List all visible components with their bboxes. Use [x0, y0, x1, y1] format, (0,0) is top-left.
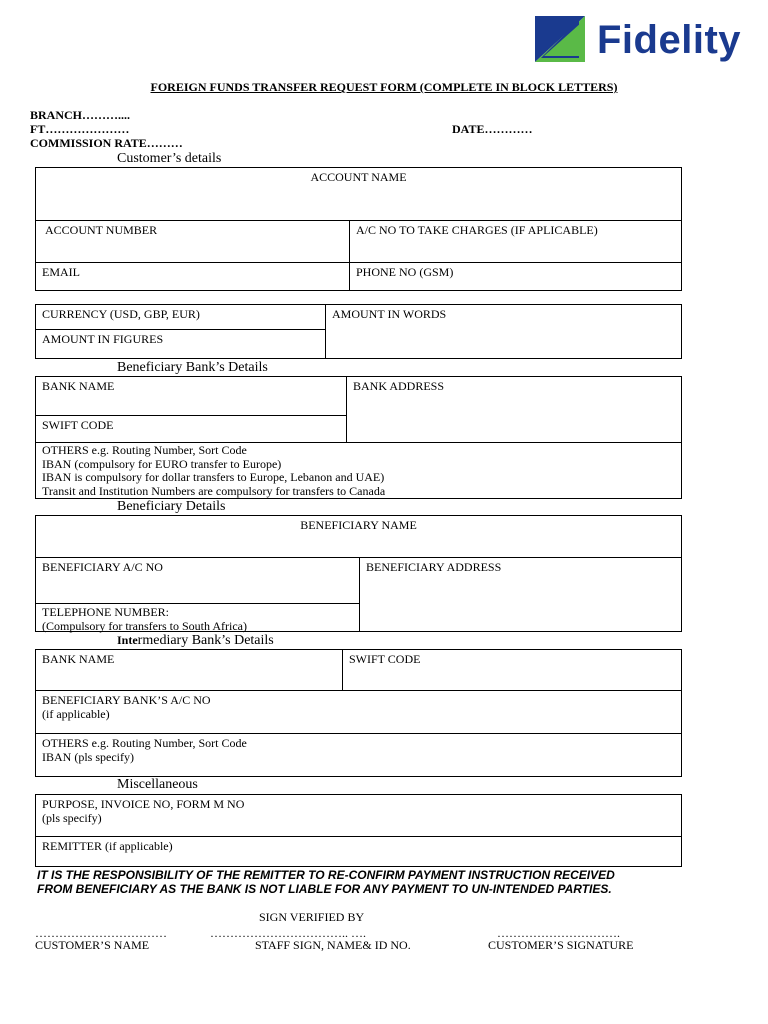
purpose-field[interactable]	[36, 795, 681, 837]
bene-bank-address-field[interactable]	[347, 377, 681, 443]
remitter-label: REMITTER (if applicable)	[42, 839, 173, 853]
bene-bank-address-label: BANK ADDRESS	[353, 379, 445, 393]
amount-figures-label: AMOUNT IN FIGURES	[42, 332, 164, 346]
intermediary-title-bold: Inte	[117, 633, 138, 647]
bene-bank-section-title: Beneficiary Bank’s Details	[117, 360, 268, 375]
branch-field: BRANCH………....	[30, 108, 131, 122]
account-name-field[interactable]	[36, 168, 681, 220]
beneficiary-address-field[interactable]	[360, 558, 681, 631]
disclaimer-line: IT IS THE RESPONSIBILITY OF THE REMITTER TO RE-CONFIRM PAYMENT INSTRUCTION RECEIVED	[37, 868, 615, 882]
ac-charges-field[interactable]	[350, 220, 681, 262]
intermediary-title-rest: rmediary Bank’s Details	[137, 633, 274, 648]
beneficiary-name-field[interactable]	[36, 516, 681, 558]
amount-words-label: AMOUNT IN WORDS	[332, 307, 447, 321]
inter-iban-label: IBAN (pls specify)	[42, 750, 134, 764]
beneficiary-ac-label: BENEFICIARY A/C NO	[42, 560, 163, 574]
account-number-field[interactable]	[36, 220, 350, 262]
beneficiary-name-label: BENEFICIARY NAME	[300, 518, 417, 532]
currency-field[interactable]	[36, 305, 326, 330]
customer-signature-label: CUSTOMER’S SIGNATURE	[488, 938, 634, 952]
intermediary-box	[35, 649, 682, 777]
customer-name-label: CUSTOMER’S NAME	[35, 938, 150, 952]
beneficiary-section-title: Beneficiary Details	[117, 499, 226, 514]
account-name-label: ACCOUNT NAME	[310, 170, 407, 184]
disclaimer-line: FROM BENEFICIARY AS THE BANK IS NOT LIABLE FOR ANY PAYMENT TO UN-INTENDED PARTIES.	[37, 882, 612, 896]
email-label: EMAIL	[42, 265, 80, 279]
brand-name: Fidelity	[597, 18, 742, 62]
staff-sign-label: STAFF SIGN, NAME& ID NO.	[255, 938, 411, 952]
email-field[interactable]	[36, 262, 350, 290]
sign-verified-label: SIGN VERIFIED BY	[259, 910, 365, 924]
staff-sign-dots[interactable]: …………………………….. ….	[210, 926, 366, 940]
bene-bank-box	[35, 376, 682, 499]
bene-bank-name-field[interactable]	[36, 377, 347, 416]
ft-field: FT…………………	[30, 122, 130, 136]
ac-charges-label: A/C NO TO TAKE CHARGES (IF APLICABLE)	[356, 223, 598, 237]
bene-bank-name-label: BANK NAME	[42, 379, 115, 393]
inter-swift-label: SWIFT CODE	[349, 652, 421, 666]
currency-label: CURRENCY (USD, GBP, EUR)	[42, 307, 200, 321]
misc-section-title: Miscellaneous	[117, 777, 198, 792]
remitter-field[interactable]	[36, 837, 681, 866]
customer-signature-dots[interactable]: ………………………….	[497, 926, 620, 940]
telephone-label: TELEPHONE NUMBER:	[42, 605, 169, 619]
amount-words-field[interactable]	[326, 305, 681, 358]
disclaimer	[37, 868, 697, 896]
inter-bank-name-field[interactable]	[36, 650, 343, 691]
phone-field[interactable]	[350, 262, 681, 290]
amount-figures-field[interactable]	[36, 330, 326, 358]
form-title: FOREIGN FUNDS TRANSFER REQUEST FORM (COMPLETE IN BLOCK LETTERS)	[150, 80, 618, 94]
inter-swift-field[interactable]	[343, 650, 681, 691]
inter-others-field[interactable]	[36, 734, 681, 776]
customer-name-dots[interactable]: ……………………………	[35, 926, 167, 940]
misc-box	[35, 794, 682, 867]
bene-others-field[interactable]	[36, 442, 681, 498]
bene-others-line: OTHERS e.g. Routing Number, Sort Code	[42, 443, 247, 457]
fidelity-logo-icon	[535, 16, 585, 62]
bene-others-line: IBAN (compulsory for EURO transfer to Europe)	[42, 456, 282, 471]
beneficiary-ac-field[interactable]	[36, 558, 360, 604]
account-number-label: ACCOUNT NUMBER	[45, 223, 158, 237]
bene-others-line: Transit and Institution Numbers are compulsory for transfers to Canada	[42, 483, 386, 498]
inter-bene-ac-label: BENEFICIARY BANK’S A/C NO	[42, 693, 211, 707]
beneficiary-address-label: BENEFICIARY ADDRESS	[366, 560, 502, 574]
bene-swift-label: SWIFT CODE	[42, 418, 114, 432]
beneficiary-box	[35, 515, 682, 632]
bene-swift-field[interactable]	[36, 416, 347, 443]
phone-label: PHONE NO (GSM)	[356, 265, 454, 279]
customer-details-box	[35, 167, 682, 291]
commission-field: COMMISSION RATE………	[30, 136, 183, 150]
inter-others-label: OTHERS e.g. Routing Number, Sort Code	[42, 736, 247, 750]
bene-others-line: IBAN is compulsory for dollar transfers to Europe, Lebanon and UAE)	[42, 470, 385, 485]
date-field: DATE…………	[452, 122, 533, 136]
customer-section-title: Customer’s details	[117, 151, 222, 166]
inter-bank-name-label: BANK NAME	[42, 652, 115, 666]
purpose-label: PURPOSE, INVOICE NO, FORM M NO	[42, 797, 245, 811]
intermediary-section-title	[117, 632, 274, 649]
inter-bene-ac-note: (if applicable)	[42, 707, 110, 721]
amount-box	[35, 304, 682, 359]
inter-bene-ac-field[interactable]	[36, 691, 681, 734]
telephone-field[interactable]	[36, 604, 360, 631]
telephone-note: (Compulsory for transfers to South Africa)	[42, 619, 247, 633]
purpose-note: (pls specify)	[42, 811, 102, 825]
